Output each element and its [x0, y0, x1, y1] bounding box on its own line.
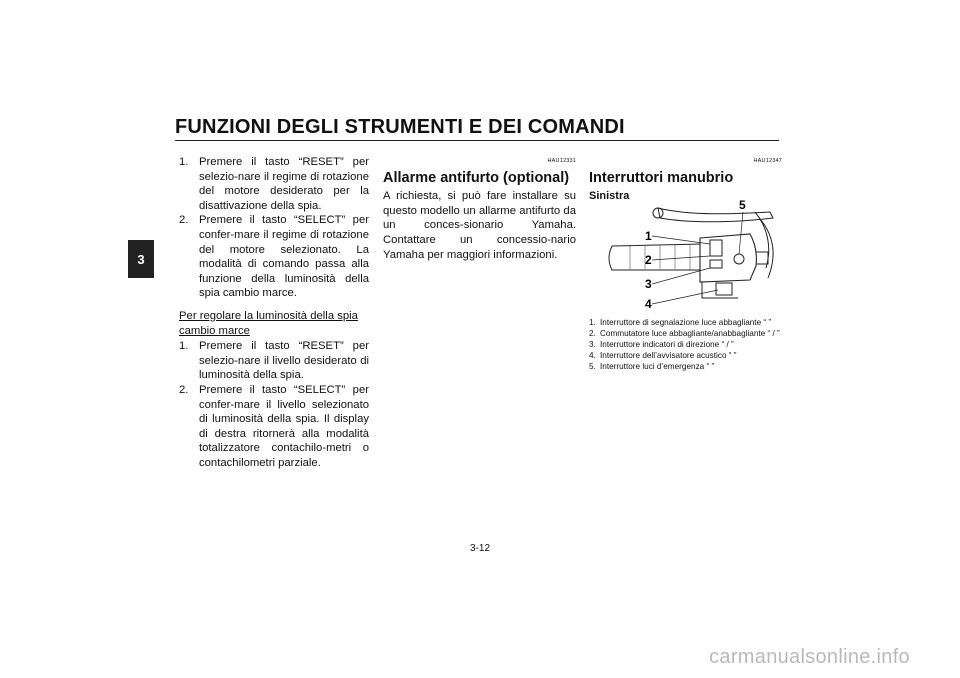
- caption-item: 3. Interruttore indicatori di direzione “ / ”: [589, 340, 734, 349]
- figure-label-2: 2: [645, 253, 652, 267]
- steps-list-b: [179, 339, 369, 470]
- caption-item: 4. Interruttore dell’avvisatore acustico “ ”: [589, 351, 737, 360]
- list-item: 2. Premere il tasto “SELECT” per confer-mare il livello selezionato di luminosità della spia. Il display di destra ritornerà alla modalità totalizzatore contachilo-metri o contachilometri parziale.: [179, 383, 369, 469]
- figure-captions: [589, 318, 782, 373]
- section-heading: Allarme antifurto (optional): [383, 169, 570, 186]
- page-number: 3-12: [469, 543, 490, 554]
- watermark: carmanualsonline.info: [709, 646, 910, 668]
- column-middle: [383, 154, 576, 262]
- figure-label-5: 5: [739, 198, 746, 212]
- title-rule: [175, 140, 779, 141]
- section-heading: Interruttori manubrio: [589, 169, 734, 186]
- list-item: 1. Premere il tasto “RESET” per selezio-nare il livello desiderato di luminosità della spia.: [179, 340, 369, 382]
- list-item: 2. Premere il tasto “SELECT” per confer-mare il regime di rotazione del motore selezionato. La modalità di comando passa alla funzione della luminosità della spia cambio marce.: [179, 214, 369, 300]
- caption-item: 5. Interruttore luci d’emergenza “ ”: [589, 362, 715, 371]
- section-subheading: Per regolare la luminosità della spia cambio marce: [179, 309, 358, 337]
- page-title: FUNZIONI DEGLI STRUMENTI E DEI COMANDI: [175, 116, 625, 138]
- section-subheading: Sinistra: [589, 190, 630, 203]
- reference-code: HAU12347: [753, 158, 782, 164]
- column-left: [179, 155, 369, 470]
- reference-code: HAU12331: [547, 158, 576, 164]
- section-body: A richiesta, si può fare installare su questo modello un allarme antifurto da un conces-sionario Yamaha. Contattare un concessio-nario Yamaha per maggiori informazioni.: [383, 190, 576, 261]
- handlebar-switches-figure: [590, 198, 780, 316]
- figure-label-1: 1: [645, 229, 652, 243]
- steps-list-a: [179, 155, 369, 301]
- caption-item: 1. Interruttore di segnalazione luce abbagliante “ ”: [589, 318, 772, 327]
- figure-label-3: 3: [645, 277, 652, 291]
- chapter-tab: 3: [128, 240, 154, 278]
- list-item: 1. Premere il tasto “RESET” per selezio-nare il regime di rotazione del motore desiderato per la disattivazione della spia.: [179, 156, 369, 212]
- figure-label-4: 4: [645, 297, 652, 311]
- caption-item: 2. Commutatore luce abbagliante/anabbagliante “ / ”: [589, 329, 780, 338]
